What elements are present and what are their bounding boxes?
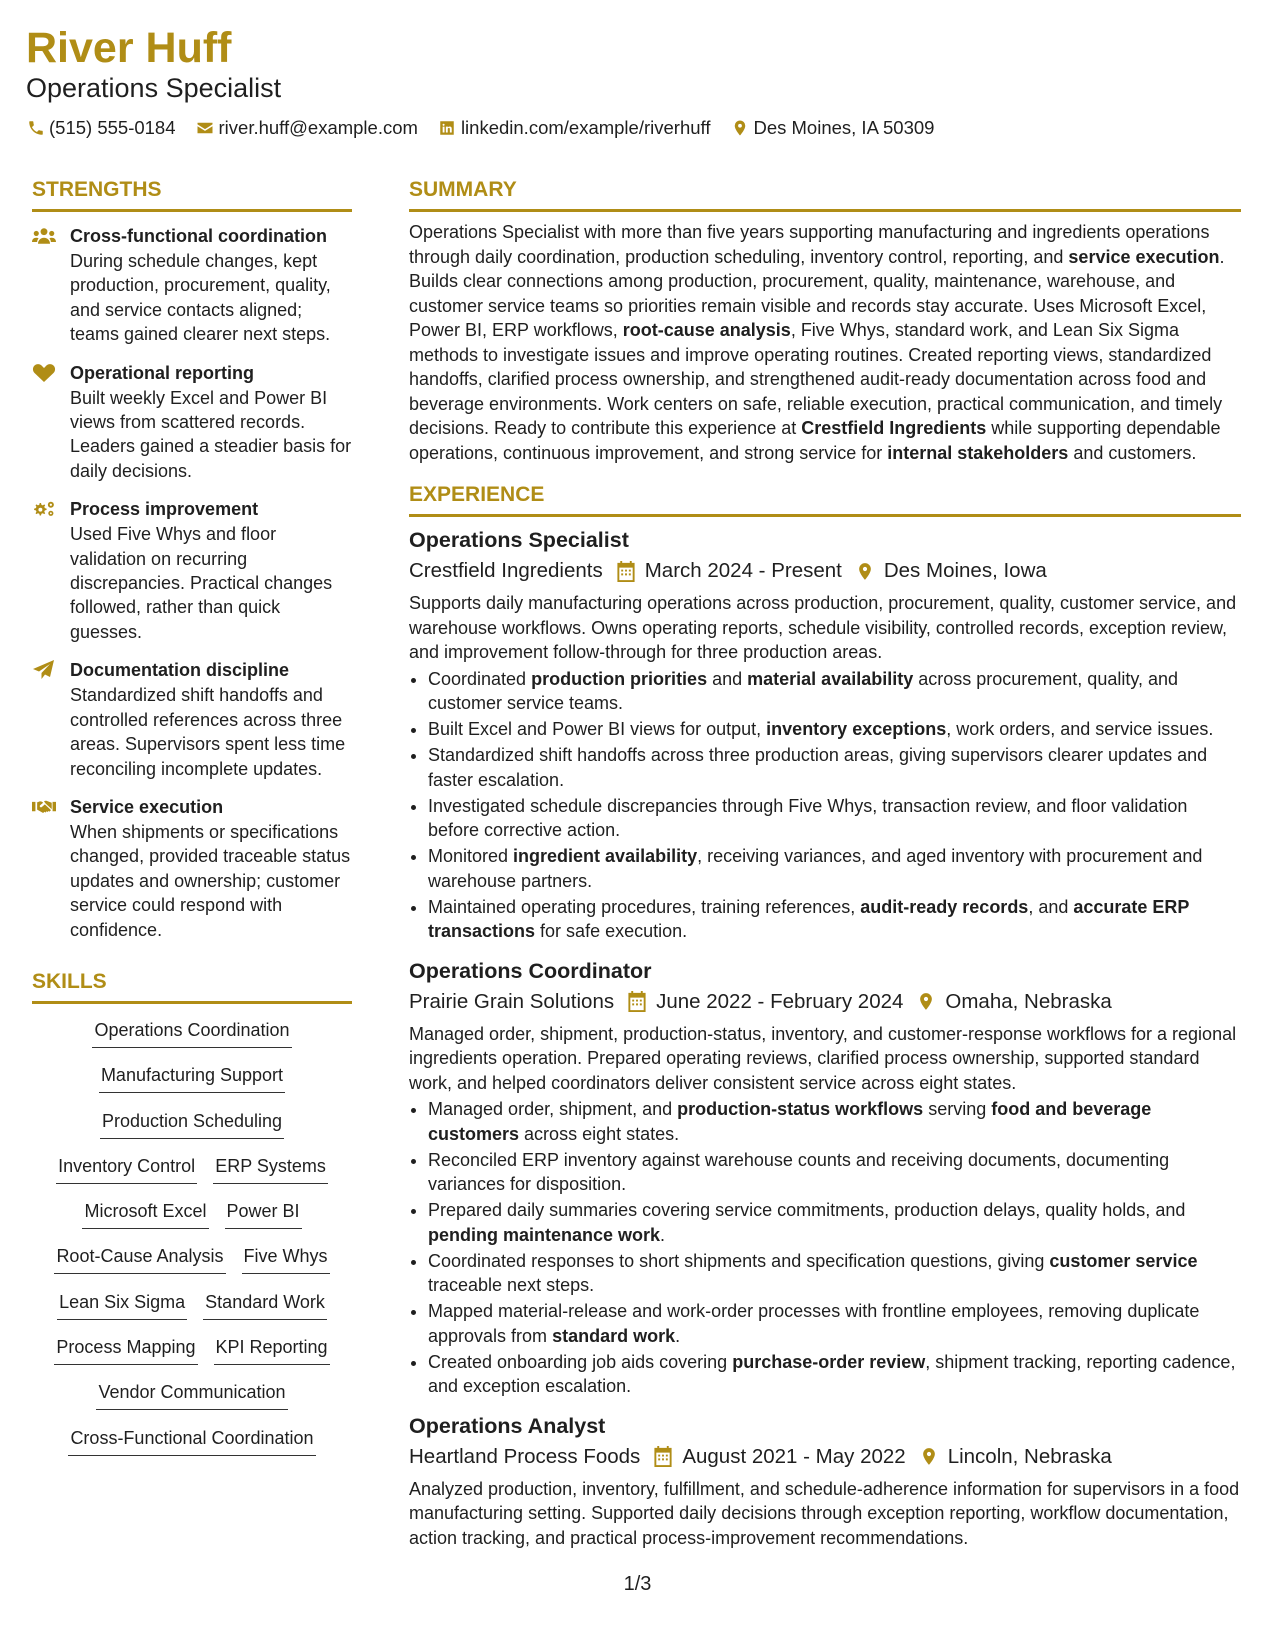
strength-desc: Used Five Whys and floor validation on recurring discrepancies. Practical changes followed, rather than quick guesses.	[70, 524, 333, 642]
job-entry	[409, 1411, 1241, 1551]
job-company: Crestfield Ingredients	[409, 559, 603, 582]
strength-item	[32, 224, 352, 347]
contact-bar	[26, 116, 954, 140]
job-company: Heartland Process Foods	[409, 1444, 641, 1468]
resume-header	[26, 22, 954, 140]
job-bullets	[409, 667, 1241, 944]
email-link[interactable]: river.huff@example.com	[218, 117, 418, 138]
map-pin-icon	[730, 119, 749, 138]
calendar-icon	[615, 560, 637, 582]
job-location: Des Moines, Iowa	[883, 559, 1047, 582]
candidate-name: River Huff	[26, 24, 232, 72]
summary-section	[409, 176, 1241, 465]
job-dates: June 2022 - February 2024	[656, 989, 904, 1013]
strength-item	[32, 497, 352, 644]
bullet-item: • Prepared daily summaries covering service commitments, production delays, quality holds, and pending maintenance work.	[428, 1198, 1241, 1247]
contact-email[interactable]	[196, 116, 418, 140]
job-company: Prairie Grain Solutions	[409, 989, 615, 1013]
skill-row	[32, 1422, 352, 1467]
job-entry	[409, 956, 1241, 1399]
bullet-item: • Maintained operating procedures, training references, audit-ready records, and accurate ERP transactions for safe execution.	[428, 895, 1241, 944]
job-meta	[409, 556, 1241, 586]
skill-row	[32, 1150, 352, 1195]
bullet-item: • Reconciled ERP inventory against warehouse counts and receiving documents, documenting variances for disposition.	[428, 1148, 1241, 1197]
page-number: 1/3	[623, 1573, 652, 1595]
location-text: Des Moines, IA 50309	[753, 117, 935, 138]
job-title: Operations Specialist	[409, 528, 629, 552]
strengths-list	[32, 224, 352, 942]
job-bullets	[409, 1097, 1241, 1399]
envelope-icon	[196, 119, 215, 138]
strength-title: Cross-functional coordination	[70, 226, 328, 246]
heart-icon	[32, 361, 70, 484]
summary-text: Operations Specialist with more than five years supporting manufacturing and ingredients operations through daily coordination, production scheduling, inventory control, reporting, and service execution. Builds clear connections among production, procurement, quality, maintenance, warehouse, and customer service teams so priorities remain visible and records stay accurate. Uses Microsoft Excel, Power BI, ERP workflows, root-cause analysis, Five Whys, standard work, and Lean Six Sigma methods to investigate issues and improve operating routines. Created reporting views, standardized handoffs, clarified process ownership, and strengthened audit-ready documentation across food and beverage environments. Work centers on safe, reliable execution, practical communication, and timely decisions. Ready to contribute this experience at Crestfield Ingredients while supporting dependable operations, continuous improvement, and strong service for internal stakeholders and customers.	[409, 222, 1225, 463]
experience-heading: EXPERIENCE	[409, 481, 1241, 517]
skill-tag: KPI Reporting	[214, 1331, 330, 1365]
skill-row	[32, 1376, 352, 1421]
left-column	[32, 176, 352, 1467]
skill-row	[32, 1105, 352, 1150]
job-title: Operations Analyst	[409, 1413, 606, 1438]
summary-heading: SUMMARY	[409, 176, 1241, 212]
strength-item	[32, 795, 352, 942]
map-pin-icon	[854, 560, 876, 582]
bullet-item: • Standardized shift handoffs across three production areas, giving supervisors clearer updates and faster escalation.	[428, 743, 1241, 792]
strength-desc: Standardized shift handoffs and controlled references across three areas. Supervisors spent less time reconciling incomplete updates.	[70, 685, 346, 779]
skills-list	[32, 1014, 352, 1467]
right-column	[409, 176, 1241, 1550]
skill-tag: Power BI	[225, 1195, 302, 1229]
job-meta	[409, 1442, 1241, 1472]
contact-phone	[26, 116, 176, 140]
bullet-item: • Mapped material-release and work-order processes with frontline employees, removing duplicate approvals from standard work.	[428, 1299, 1241, 1348]
calendar-icon	[652, 1446, 674, 1468]
skill-tag: Production Scheduling	[100, 1105, 284, 1139]
skill-tag: Five Whys	[242, 1240, 330, 1274]
strength-desc: When shipments or specifications changed, provided traceable status updates and ownership; customer service could respond with confidence.	[70, 821, 351, 940]
experience-section	[409, 481, 1241, 1550]
strength-item	[32, 361, 352, 484]
strength-desc: During schedule changes, kept production, procurement, quality, and service contacts aligned; teams gained clearer next steps.	[70, 251, 331, 345]
users-icon	[32, 224, 70, 347]
linkedin-link[interactable]: linkedin.com/example/riverhuff	[460, 117, 711, 138]
strength-desc: Built weekly Excel and Power BI views from scattered records. Leaders gained a steadier basis for daily decisions.	[70, 387, 352, 481]
skill-row	[32, 1195, 352, 1240]
strengths-heading: STRENGTHS	[32, 176, 352, 212]
contact-location	[730, 116, 934, 140]
strength-title: Operational reporting	[70, 362, 255, 383]
job-meta	[409, 987, 1241, 1017]
skill-tag: ERP Systems	[213, 1150, 328, 1184]
job-description: Supports daily manufacturing operations across production, procurement, quality, customer service, and warehouse workflows. Owns operating reports, schedule visibility, controlled records, exception review, and improvement follow-through for three production areas.	[409, 593, 1237, 662]
phone-text: (515) 555-0184	[49, 117, 176, 138]
skill-row	[32, 1286, 352, 1331]
candidate-title: Operations Specialist	[26, 73, 282, 103]
strength-item	[32, 658, 352, 781]
strength-title: Documentation discipline	[70, 660, 290, 681]
paper-plane-icon	[32, 658, 70, 781]
strength-title: Service execution	[70, 796, 224, 817]
skill-tag: Lean Six Sigma	[57, 1286, 187, 1320]
skill-tag: Root-Cause Analysis	[54, 1240, 225, 1274]
map-pin-icon	[918, 1446, 940, 1468]
job-description: Analyzed production, inventory, fulfillment, and schedule-adherence information for supervisors in a food manufacturing setting. Supported daily decisions through exception reporting, workflow documentation, action tracking, and practical process-improvement recommendations.	[409, 1478, 1240, 1548]
skill-row	[32, 1014, 352, 1059]
skill-row	[32, 1059, 352, 1104]
bullet-item: • Coordinated production priorities and material availability across procurement, quality, and customer service teams.	[428, 667, 1241, 716]
bullet-item: • Monitored ingredient availability, receiving variances, and aged inventory with procurement and warehouse partners.	[428, 844, 1241, 893]
handshake-icon	[32, 795, 70, 942]
skill-tag: Microsoft Excel	[82, 1195, 208, 1229]
job-title: Operations Coordinator	[409, 958, 652, 983]
phone-icon	[26, 119, 45, 138]
bullet-item: • Coordinated responses to short shipments and specification questions, giving customer service traceable next steps.	[428, 1249, 1241, 1298]
linkedin-icon	[438, 119, 457, 138]
calendar-icon	[626, 991, 648, 1013]
skill-tag: Standard Work	[203, 1286, 327, 1320]
strengths-section	[32, 176, 352, 942]
skill-tag: Process Mapping	[54, 1331, 197, 1365]
skill-tag: Manufacturing Support	[99, 1059, 285, 1093]
job-dates: August 2021 - May 2022	[682, 1444, 906, 1468]
gears-icon	[32, 497, 70, 644]
strength-title: Process improvement	[70, 499, 259, 520]
job-dates: March 2024 - Present	[644, 559, 842, 582]
map-pin-icon	[915, 991, 937, 1013]
skill-row	[32, 1331, 352, 1376]
bullet-item: • Investigated schedule discrepancies through Five Whys, transaction review, and floor validation before corrective action.	[428, 794, 1241, 843]
bullet-item: • Managed order, shipment, and production-status workflows serving food and beverage customers across eight states.	[428, 1097, 1241, 1146]
skill-tag: Inventory Control	[56, 1150, 197, 1184]
skill-tag: Cross-Functional Coordination	[68, 1422, 315, 1456]
job-description: Managed order, shipment, production-status, inventory, and customer-response workflows for a regional ingredients operation. Prepared operating reviews, clarified process ownership, supported standard work, and helped coordinators deliver consistent service across eight states.	[409, 1023, 1237, 1093]
skill-row	[32, 1240, 352, 1285]
skills-section	[32, 968, 352, 1467]
contact-linkedin[interactable]	[438, 116, 711, 140]
job-entry	[409, 525, 1241, 944]
skill-tag: Operations Coordination	[92, 1014, 291, 1048]
skills-heading: SKILLS	[32, 968, 352, 1004]
job-location: Omaha, Nebraska	[945, 989, 1112, 1013]
bullet-item: • Built Excel and Power BI views for output, inventory exceptions, work orders, and service issues.	[428, 717, 1241, 742]
bullet-item: • Created onboarding job aids covering purchase-order review, shipment tracking, reporting cadence, and exception escalation.	[428, 1350, 1241, 1399]
skill-tag: Vendor Communication	[96, 1376, 287, 1410]
job-location: Lincoln, Nebraska	[947, 1444, 1112, 1468]
